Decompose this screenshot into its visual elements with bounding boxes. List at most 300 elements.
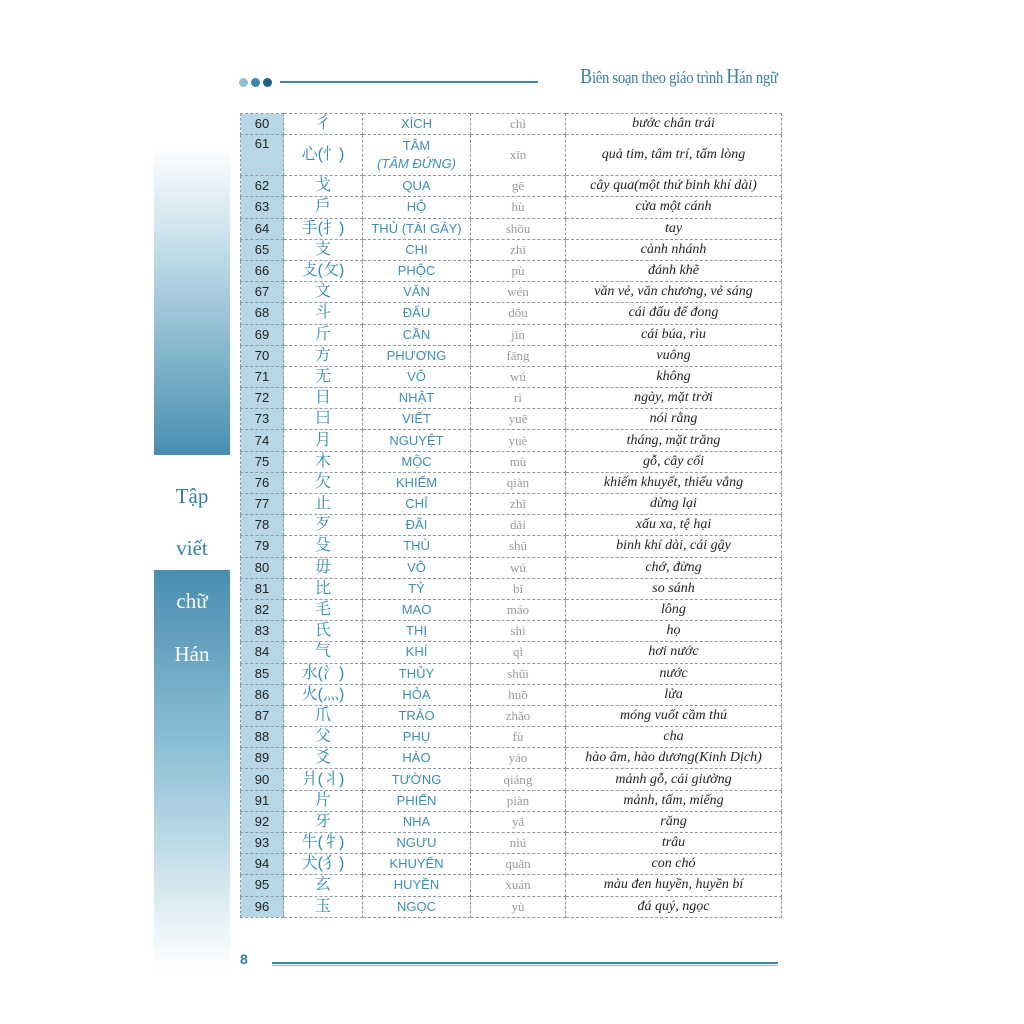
- pinyin-text: fù: [512, 729, 524, 745]
- radical-character: [284, 218, 363, 239]
- sino-vietnamese-name-text: VĂN: [403, 284, 430, 300]
- sino-vietnamese-name: [363, 727, 471, 748]
- sino-vietnamese-name: [363, 472, 471, 493]
- pinyin: [471, 303, 566, 324]
- meaning: [566, 705, 782, 726]
- radical-character: [284, 854, 363, 875]
- radical-character-text: 水(氵): [301, 664, 345, 682]
- radical-number: [241, 451, 284, 472]
- meaning-text: móng vuốt cầm thú: [620, 707, 727, 723]
- pinyin: [471, 494, 566, 515]
- meaning-text: nói rằng: [649, 411, 698, 427]
- meaning: [566, 727, 782, 748]
- sino-vietnamese-name-text: TÂM: [402, 138, 431, 154]
- radical-number: [241, 282, 284, 303]
- sino-vietnamese-name-text: HÀO: [402, 750, 431, 766]
- meaning-text: mảnh gỗ, cái giường: [615, 771, 732, 787]
- radical-number-text: 73: [254, 411, 270, 427]
- sino-vietnamese-name-text: KHÍ: [405, 644, 428, 660]
- meaning-text: ngày, mặt trời: [634, 390, 713, 406]
- meaning-text: gỗ, cây cối: [642, 453, 705, 469]
- sino-vietnamese-name: [363, 769, 471, 790]
- pinyin-text: zhī: [510, 241, 526, 257]
- radical-number-text: 61: [254, 136, 270, 152]
- meaning: [566, 811, 782, 832]
- radical-number-text: 71: [254, 368, 270, 384]
- meaning-text: tay: [664, 220, 683, 236]
- pinyin-text: zhǐ: [510, 496, 526, 512]
- radical-number: [241, 684, 284, 705]
- sino-vietnamese-name-text: NGỌC: [397, 898, 436, 914]
- meaning-text: lửa: [664, 686, 683, 702]
- sino-vietnamese-name: [363, 684, 471, 705]
- radical-character: [284, 833, 363, 854]
- sino-vietnamese-name: [363, 239, 471, 260]
- meaning-text: quả tim, tâm trí, tấm lòng: [601, 147, 746, 163]
- meaning-text: khiếm khuyết, thiếu vắng: [603, 474, 744, 490]
- radical-character-text: 斤: [314, 325, 331, 343]
- radical-character-text: 彳: [314, 115, 331, 133]
- sino-vietnamese-name-text: NGƯU: [396, 835, 437, 851]
- meaning: [566, 114, 782, 135]
- radical-character: [284, 896, 363, 917]
- table-row: [241, 748, 782, 769]
- radical-character: [284, 135, 363, 176]
- header-title: [581, 64, 778, 89]
- meaning-text: cái đấu để đong: [628, 305, 719, 321]
- pinyin-text: yuē: [508, 411, 528, 427]
- pinyin: [471, 769, 566, 790]
- sino-vietnamese-name-text: HUYỀN: [393, 877, 440, 893]
- radical-number: [241, 748, 284, 769]
- radical-number: [241, 515, 284, 536]
- meaning-text: màu đen huyền, huyền bí: [603, 877, 744, 893]
- pinyin-text: wú: [510, 559, 526, 575]
- radical-character: [284, 345, 363, 366]
- radical-number-text: 65: [254, 241, 270, 257]
- radical-number-text: 75: [254, 453, 270, 469]
- radical-number: [241, 345, 284, 366]
- radical-character: [284, 536, 363, 557]
- meaning: [566, 260, 782, 281]
- pinyin-text: huǒ: [508, 686, 528, 702]
- meaning-text: mảnh, tấm, miếng: [623, 792, 724, 808]
- radical-number: [241, 260, 284, 281]
- meaning: [566, 769, 782, 790]
- sino-vietnamese-name-text: NGUYỆT: [389, 432, 444, 448]
- radical-character: [284, 282, 363, 303]
- radical-number-text: 89: [254, 750, 270, 766]
- radical-character: [284, 557, 363, 578]
- sino-vietnamese-name: [363, 303, 471, 324]
- pinyin-text: qiáng: [503, 771, 533, 787]
- radical-character-text: 父: [314, 728, 331, 746]
- meaning: [566, 663, 782, 684]
- radical-character: [284, 727, 363, 748]
- radical-character: [284, 705, 363, 726]
- sino-vietnamese-name-text: HỎA: [402, 686, 431, 702]
- radical-character: [284, 324, 363, 345]
- pinyin: [471, 345, 566, 366]
- radical-number: [241, 727, 284, 748]
- meaning: [566, 409, 782, 430]
- pinyin-text: yá: [511, 813, 525, 829]
- table-row: [241, 260, 782, 281]
- table-row: [241, 303, 782, 324]
- radical-number: [241, 557, 284, 578]
- sino-vietnamese-name: [363, 621, 471, 642]
- sino-vietnamese-name-text: PHƯƠNG: [386, 347, 447, 363]
- sino-vietnamese-name-text: HỘ: [406, 199, 427, 215]
- table-row: [241, 218, 782, 239]
- sino-vietnamese-name-text: TƯỜNG: [391, 771, 442, 787]
- meaning: [566, 239, 782, 260]
- pinyin: [471, 515, 566, 536]
- radical-number: [241, 324, 284, 345]
- radical-character: [284, 494, 363, 515]
- meaning: [566, 135, 782, 176]
- radical-character: [284, 790, 363, 811]
- table-row: [241, 135, 782, 176]
- pinyin-text: yuè: [508, 432, 528, 448]
- radical-number-text: 85: [254, 665, 270, 681]
- sino-vietnamese-name-subtext: (TÂM ĐỨNG): [377, 156, 456, 172]
- meaning: [566, 282, 782, 303]
- pinyin-text: qiàn: [506, 474, 530, 490]
- radical-character: [284, 599, 363, 620]
- table-row: [241, 833, 782, 854]
- sino-vietnamese-name: [363, 260, 471, 281]
- radical-number-text: 74: [254, 432, 270, 448]
- header-dot-1: [239, 78, 248, 87]
- sino-vietnamese-name-text: KHUYỂN: [389, 856, 444, 872]
- header-title-part: án ngữ: [739, 68, 778, 87]
- sino-vietnamese-name-text: THÙ: [403, 538, 430, 554]
- radical-character: [284, 578, 363, 599]
- radical-character-text: 牛(牜): [301, 834, 345, 852]
- sino-vietnamese-name-text: THỦ (TÀI GẢY): [371, 220, 462, 236]
- pinyin-text: xuán: [505, 877, 531, 893]
- radical-character: [284, 875, 363, 896]
- radical-character-text: 日: [314, 389, 331, 407]
- meaning: [566, 494, 782, 515]
- radical-number-text: 95: [254, 877, 270, 893]
- radical-character-text: 气: [314, 643, 331, 661]
- meaning-text: lông: [661, 602, 686, 618]
- radical-number-text: 82: [254, 602, 270, 618]
- sino-vietnamese-name: [363, 599, 471, 620]
- radical-number-text: 96: [254, 898, 270, 914]
- radical-number: [241, 663, 284, 684]
- header-title-part: iên soạn theo giáo trình: [592, 68, 727, 87]
- pinyin: [471, 260, 566, 281]
- radical-character-text: 支: [314, 240, 331, 258]
- pinyin-text: xīn: [509, 147, 527, 163]
- sidebar-word: viết: [176, 536, 208, 560]
- meaning: [566, 176, 782, 197]
- table-row: [241, 621, 782, 642]
- radical-character: [284, 621, 363, 642]
- radical-character: [284, 769, 363, 790]
- sino-vietnamese-name: [363, 875, 471, 896]
- sino-vietnamese-name: [363, 642, 471, 663]
- radical-character-text: 玄: [314, 876, 331, 894]
- radical-number-text: 86: [254, 686, 270, 702]
- meaning-text: cái búa, rìu: [641, 326, 706, 342]
- pinyin: [471, 705, 566, 726]
- pinyin-text: yáo: [508, 750, 528, 766]
- sino-vietnamese-name-text: TỶ: [408, 580, 425, 596]
- radical-number-text: 87: [254, 707, 270, 723]
- table-row: [241, 599, 782, 620]
- sino-vietnamese-name-text: VÔ: [407, 559, 426, 575]
- radical-number: [241, 642, 284, 663]
- pinyin: [471, 536, 566, 557]
- pinyin: [471, 324, 566, 345]
- radical-character-text: 曰: [314, 410, 331, 428]
- radical-character-text: 殳: [314, 537, 331, 555]
- sino-vietnamese-name-text: VIẾT: [402, 411, 431, 427]
- table-row: [241, 409, 782, 430]
- radical-number-text: 66: [254, 263, 270, 279]
- table-row: [241, 114, 782, 135]
- radical-character: [284, 515, 363, 536]
- radical-character-text: 爪: [314, 706, 331, 724]
- radical-character-text: 歹: [314, 516, 331, 534]
- meaning-text: đá quý, ngọc: [637, 898, 710, 914]
- sino-vietnamese-name: [363, 176, 471, 197]
- pinyin-text: zhǎo: [505, 707, 531, 723]
- radical-character-text: 火(灬): [301, 685, 345, 703]
- radical-character: [284, 748, 363, 769]
- sidebar-word: Tập: [175, 484, 209, 508]
- radical-number: [241, 494, 284, 515]
- radical-number: [241, 176, 284, 197]
- radical-character-text: 文: [314, 283, 331, 301]
- table-row: [241, 769, 782, 790]
- meaning: [566, 451, 782, 472]
- pinyin-text: máo: [506, 602, 530, 618]
- radical-number-text: 60: [254, 116, 270, 132]
- meaning-text: cha: [663, 729, 684, 745]
- table-row: [241, 494, 782, 515]
- pinyin-text: mù: [509, 453, 527, 469]
- radical-number: [241, 388, 284, 409]
- table-row: [241, 430, 782, 451]
- radical-character: [284, 176, 363, 197]
- pinyin-text: shǒu: [505, 220, 531, 236]
- radical-number: [241, 135, 284, 176]
- table-row: [241, 684, 782, 705]
- meaning-text: nước: [659, 665, 688, 681]
- meaning-text: đánh khẽ: [648, 263, 699, 279]
- pinyin-text: yù: [511, 898, 525, 914]
- meaning: [566, 896, 782, 917]
- radical-character-text: 片: [314, 791, 331, 809]
- radical-number-text: 79: [254, 538, 270, 554]
- table-row: [241, 578, 782, 599]
- meaning-text: tháng, mặt trăng: [626, 432, 721, 448]
- radical-character-text: 戈: [314, 177, 331, 195]
- radical-character: [284, 811, 363, 832]
- radical-number-text: 81: [254, 580, 270, 596]
- pinyin: [471, 875, 566, 896]
- meaning: [566, 748, 782, 769]
- sino-vietnamese-name: [363, 282, 471, 303]
- header-dot-2: [251, 78, 260, 87]
- sino-vietnamese-name: [363, 197, 471, 218]
- sidebar-gradient-bottom: [154, 570, 230, 970]
- radical-character-text: 心(忄): [301, 146, 345, 164]
- table-row: [241, 282, 782, 303]
- radical-number-text: 83: [254, 623, 270, 639]
- radical-character: [284, 642, 363, 663]
- radical-number: [241, 472, 284, 493]
- pinyin: [471, 896, 566, 917]
- radical-character: [284, 366, 363, 387]
- sino-vietnamese-name: [363, 854, 471, 875]
- pinyin: [471, 366, 566, 387]
- meaning: [566, 621, 782, 642]
- table-row: [241, 324, 782, 345]
- sino-vietnamese-name-text: PHỤ: [402, 729, 431, 745]
- radical-character-text: 月: [314, 431, 331, 449]
- meaning: [566, 642, 782, 663]
- radical-character-text: 爻: [314, 749, 331, 767]
- sino-vietnamese-name-text: KHIẾM: [395, 474, 438, 490]
- radical-number: [241, 811, 284, 832]
- sino-vietnamese-name-text: MỘC: [401, 453, 432, 469]
- radical-number: [241, 536, 284, 557]
- pinyin-text: chì: [510, 116, 526, 132]
- page-number: 8: [240, 951, 248, 967]
- radical-number: [241, 621, 284, 642]
- radical-character-text: 比: [314, 579, 331, 597]
- pinyin: [471, 578, 566, 599]
- radical-number-text: 69: [254, 326, 270, 342]
- radical-number-text: 62: [254, 178, 270, 194]
- radical-number: [241, 218, 284, 239]
- sino-vietnamese-name: [363, 345, 471, 366]
- meaning-text: trâu: [661, 835, 686, 851]
- footer-rule-thin: [272, 965, 778, 966]
- sino-vietnamese-name: [363, 388, 471, 409]
- header-dot-3: [263, 78, 272, 87]
- radical-character-text: 方: [314, 346, 331, 364]
- meaning: [566, 536, 782, 557]
- radical-character: [284, 684, 363, 705]
- meaning: [566, 833, 782, 854]
- sino-vietnamese-name: [363, 451, 471, 472]
- pinyin: [471, 282, 566, 303]
- table-row: [241, 451, 782, 472]
- radical-character-text: 戶: [314, 198, 331, 216]
- sino-vietnamese-name: [363, 705, 471, 726]
- pinyin: [471, 663, 566, 684]
- radical-number: [241, 705, 284, 726]
- header-title-part: B: [580, 64, 593, 88]
- radical-character-text: 无: [314, 367, 331, 385]
- radical-character-text: 毋: [314, 558, 331, 576]
- table-row: [241, 727, 782, 748]
- table-row: [241, 536, 782, 557]
- sino-vietnamese-name: [363, 430, 471, 451]
- table-row: [241, 239, 782, 260]
- sino-vietnamese-name-text: PHỘC: [397, 263, 436, 279]
- sino-vietnamese-name-text: NHẬT: [398, 390, 435, 406]
- meaning-text: văn vẻ, văn chương, vẻ sáng: [594, 284, 753, 300]
- meaning: [566, 515, 782, 536]
- meaning: [566, 472, 782, 493]
- radical-number-text: 67: [254, 284, 270, 300]
- radical-number: [241, 599, 284, 620]
- radical-number-text: 70: [254, 347, 270, 363]
- radical-number: [241, 430, 284, 451]
- radical-number: [241, 409, 284, 430]
- sino-vietnamese-name: [363, 494, 471, 515]
- meaning-text: không: [656, 368, 691, 384]
- radical-number: [241, 366, 284, 387]
- pinyin-text: pù: [511, 263, 525, 279]
- header-title-part: H: [726, 64, 740, 88]
- pinyin-text: gē: [511, 178, 525, 194]
- sino-vietnamese-name: [363, 515, 471, 536]
- radical-number: [241, 239, 284, 260]
- pinyin: [471, 218, 566, 239]
- pinyin: [471, 239, 566, 260]
- radical-character: [284, 409, 363, 430]
- sino-vietnamese-name: [363, 578, 471, 599]
- radical-character-text: 欠: [314, 473, 331, 491]
- radical-character: [284, 260, 363, 281]
- radical-number: [241, 114, 284, 135]
- pinyin: [471, 409, 566, 430]
- radical-number-text: 78: [254, 517, 270, 533]
- sino-vietnamese-name-text: VÔ: [407, 368, 426, 384]
- radical-number: [241, 769, 284, 790]
- radical-number-text: 88: [254, 729, 270, 745]
- pinyin-text: hù: [511, 199, 525, 215]
- table-row: [241, 811, 782, 832]
- radical-number: [241, 896, 284, 917]
- meaning-text: cành nhánh: [640, 241, 707, 257]
- radical-character-text: 牙: [314, 812, 331, 830]
- pinyin-text: rì: [514, 390, 522, 406]
- radical-number-text: 94: [254, 856, 270, 872]
- radical-number-text: 72: [254, 390, 270, 406]
- table-row: [241, 663, 782, 684]
- pinyin-text: fāng: [506, 347, 530, 363]
- radical-number-text: 91: [254, 792, 270, 808]
- table-row: [241, 896, 782, 917]
- pinyin: [471, 684, 566, 705]
- header-rule: [280, 81, 538, 83]
- pinyin: [471, 472, 566, 493]
- sino-vietnamese-name: [363, 135, 471, 176]
- meaning-text: chớ, đừng: [645, 559, 702, 575]
- radical-number: [241, 833, 284, 854]
- pinyin: [471, 748, 566, 769]
- footer-rule: [272, 962, 778, 964]
- pinyin-text: shì: [510, 623, 526, 639]
- meaning: [566, 599, 782, 620]
- table-row: [241, 176, 782, 197]
- sino-vietnamese-name-text: THỦY: [398, 665, 435, 681]
- sino-vietnamese-name: [363, 748, 471, 769]
- radical-character-text: 木: [314, 452, 331, 470]
- sino-vietnamese-name: [363, 896, 471, 917]
- radical-table: [240, 113, 782, 918]
